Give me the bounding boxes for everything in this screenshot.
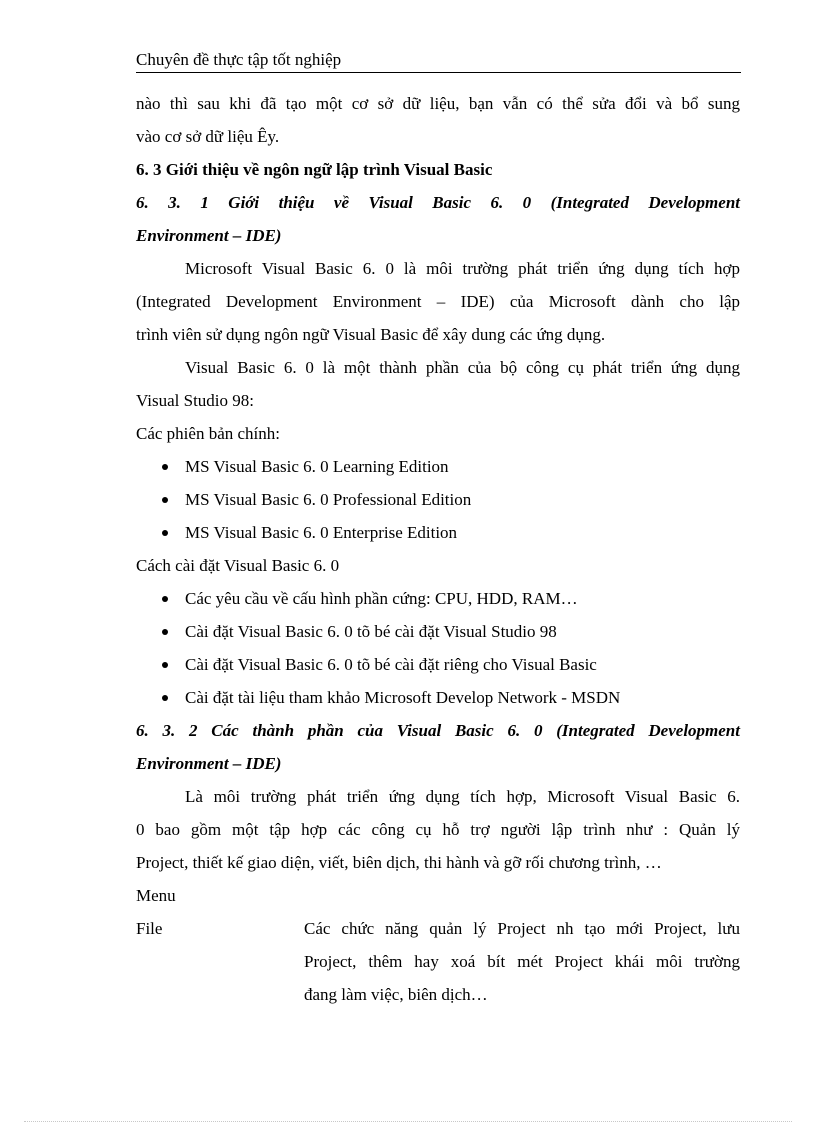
bullet-icon: [162, 629, 168, 635]
menu-table-row: [136, 912, 740, 1011]
list-item: MS Visual Basic 6. 0 Learning Edition: [136, 450, 740, 483]
menu-description: [304, 912, 740, 1011]
description-line: Project, thêm hay xoá bít mét Project khái môi trường: [304, 952, 740, 971]
body-text-line: vào cơ sở dữ liệu Êy.: [136, 127, 280, 146]
bullet-icon: [162, 662, 168, 668]
list-item: Cài đặt Visual Basic 6. 0 tõ bé cài đặt Visual Studio 98: [136, 615, 740, 648]
bullet-icon: [162, 464, 168, 470]
body-text-line: nào thì sau khi đã tạo một cơ sở dữ liệu, bạn vẫn có thể sửa đổi và bổ sung: [136, 94, 740, 113]
subsection-heading-6-3-1-cont: Environment – IDE): [136, 226, 282, 245]
paragraph-line: 0 bao gồm một tập hợp các công cụ hỗ trợ người lập trình như : Quản lý: [136, 820, 740, 839]
section-heading-6-3: 6. 3 Giới thiệu về ngôn ngữ lập trình Visual Basic: [136, 160, 493, 179]
bullet-icon: [162, 596, 168, 602]
paragraph-line: Microsoft Visual Basic 6. 0 là môi trường phát triển ứng dụng tích hợp: [185, 259, 740, 278]
list-item: Cài đặt tài liệu tham khảo Microsoft Develop Network - MSDN: [136, 681, 740, 714]
paragraph-line: Là môi trường phát triển ứng dụng tích hợp, Microsoft Visual Basic 6.: [185, 787, 740, 806]
subsection-heading-6-3-2-cont: Environment – IDE): [136, 754, 282, 773]
bullet-icon: [162, 497, 168, 503]
subsection-heading-6-3-2: 6. 3. 2 Các thành phần của Visual Basic 6. 0 (Integrated Development: [136, 721, 740, 740]
paragraph-line: Visual Basic 6. 0 là một thành phần của bộ công cụ phát triển ứng dụng: [185, 358, 740, 377]
page-bottom-divider: [24, 1121, 792, 1122]
paragraph-line: Visual Studio 98:: [136, 391, 254, 410]
paragraph-line: trình viên sử dụng ngôn ngữ Visual Basic để xây dung các ứng dụng.: [136, 325, 606, 344]
menu-name: File: [136, 919, 163, 938]
list-item: MS Visual Basic 6. 0 Enterprise Edition: [136, 516, 740, 549]
list-item: Cài đặt Visual Basic 6. 0 tõ bé cài đặt riêng cho Visual Basic: [136, 648, 740, 681]
list-item: Các yêu cầu về cấu hình phần cứng: CPU, HDD, RAM…: [136, 582, 740, 615]
description-line: đang làm việc, biên dịch…: [304, 985, 488, 1004]
document-body: [136, 87, 740, 1011]
install-label: Cách cài đặt Visual Basic 6. 0: [136, 556, 340, 575]
paragraph-line: (Integrated Development Environment – IDE) của Microsoft dành cho lập: [136, 292, 740, 311]
description-line: Các chức năng quản lý Project nh tạo mới Project, lưu: [304, 919, 740, 938]
page-header: Chuyên đề thực tập tốt nghiệp: [136, 48, 741, 73]
editions-label: Các phiên bản chính:: [136, 424, 280, 443]
bullet-icon: [162, 530, 168, 536]
list-item: MS Visual Basic 6. 0 Professional Edition: [136, 483, 740, 516]
paragraph-line: Project, thiết kế giao diện, viết, biên dịch, thi hành và gỡ rối chương trình, …: [136, 853, 662, 872]
subsection-heading-6-3-1: 6. 3. 1 Giới thiệu về Visual Basic 6. 0 (Integrated Development: [136, 193, 740, 212]
menu-label: Menu: [136, 886, 176, 905]
bullet-icon: [162, 695, 168, 701]
